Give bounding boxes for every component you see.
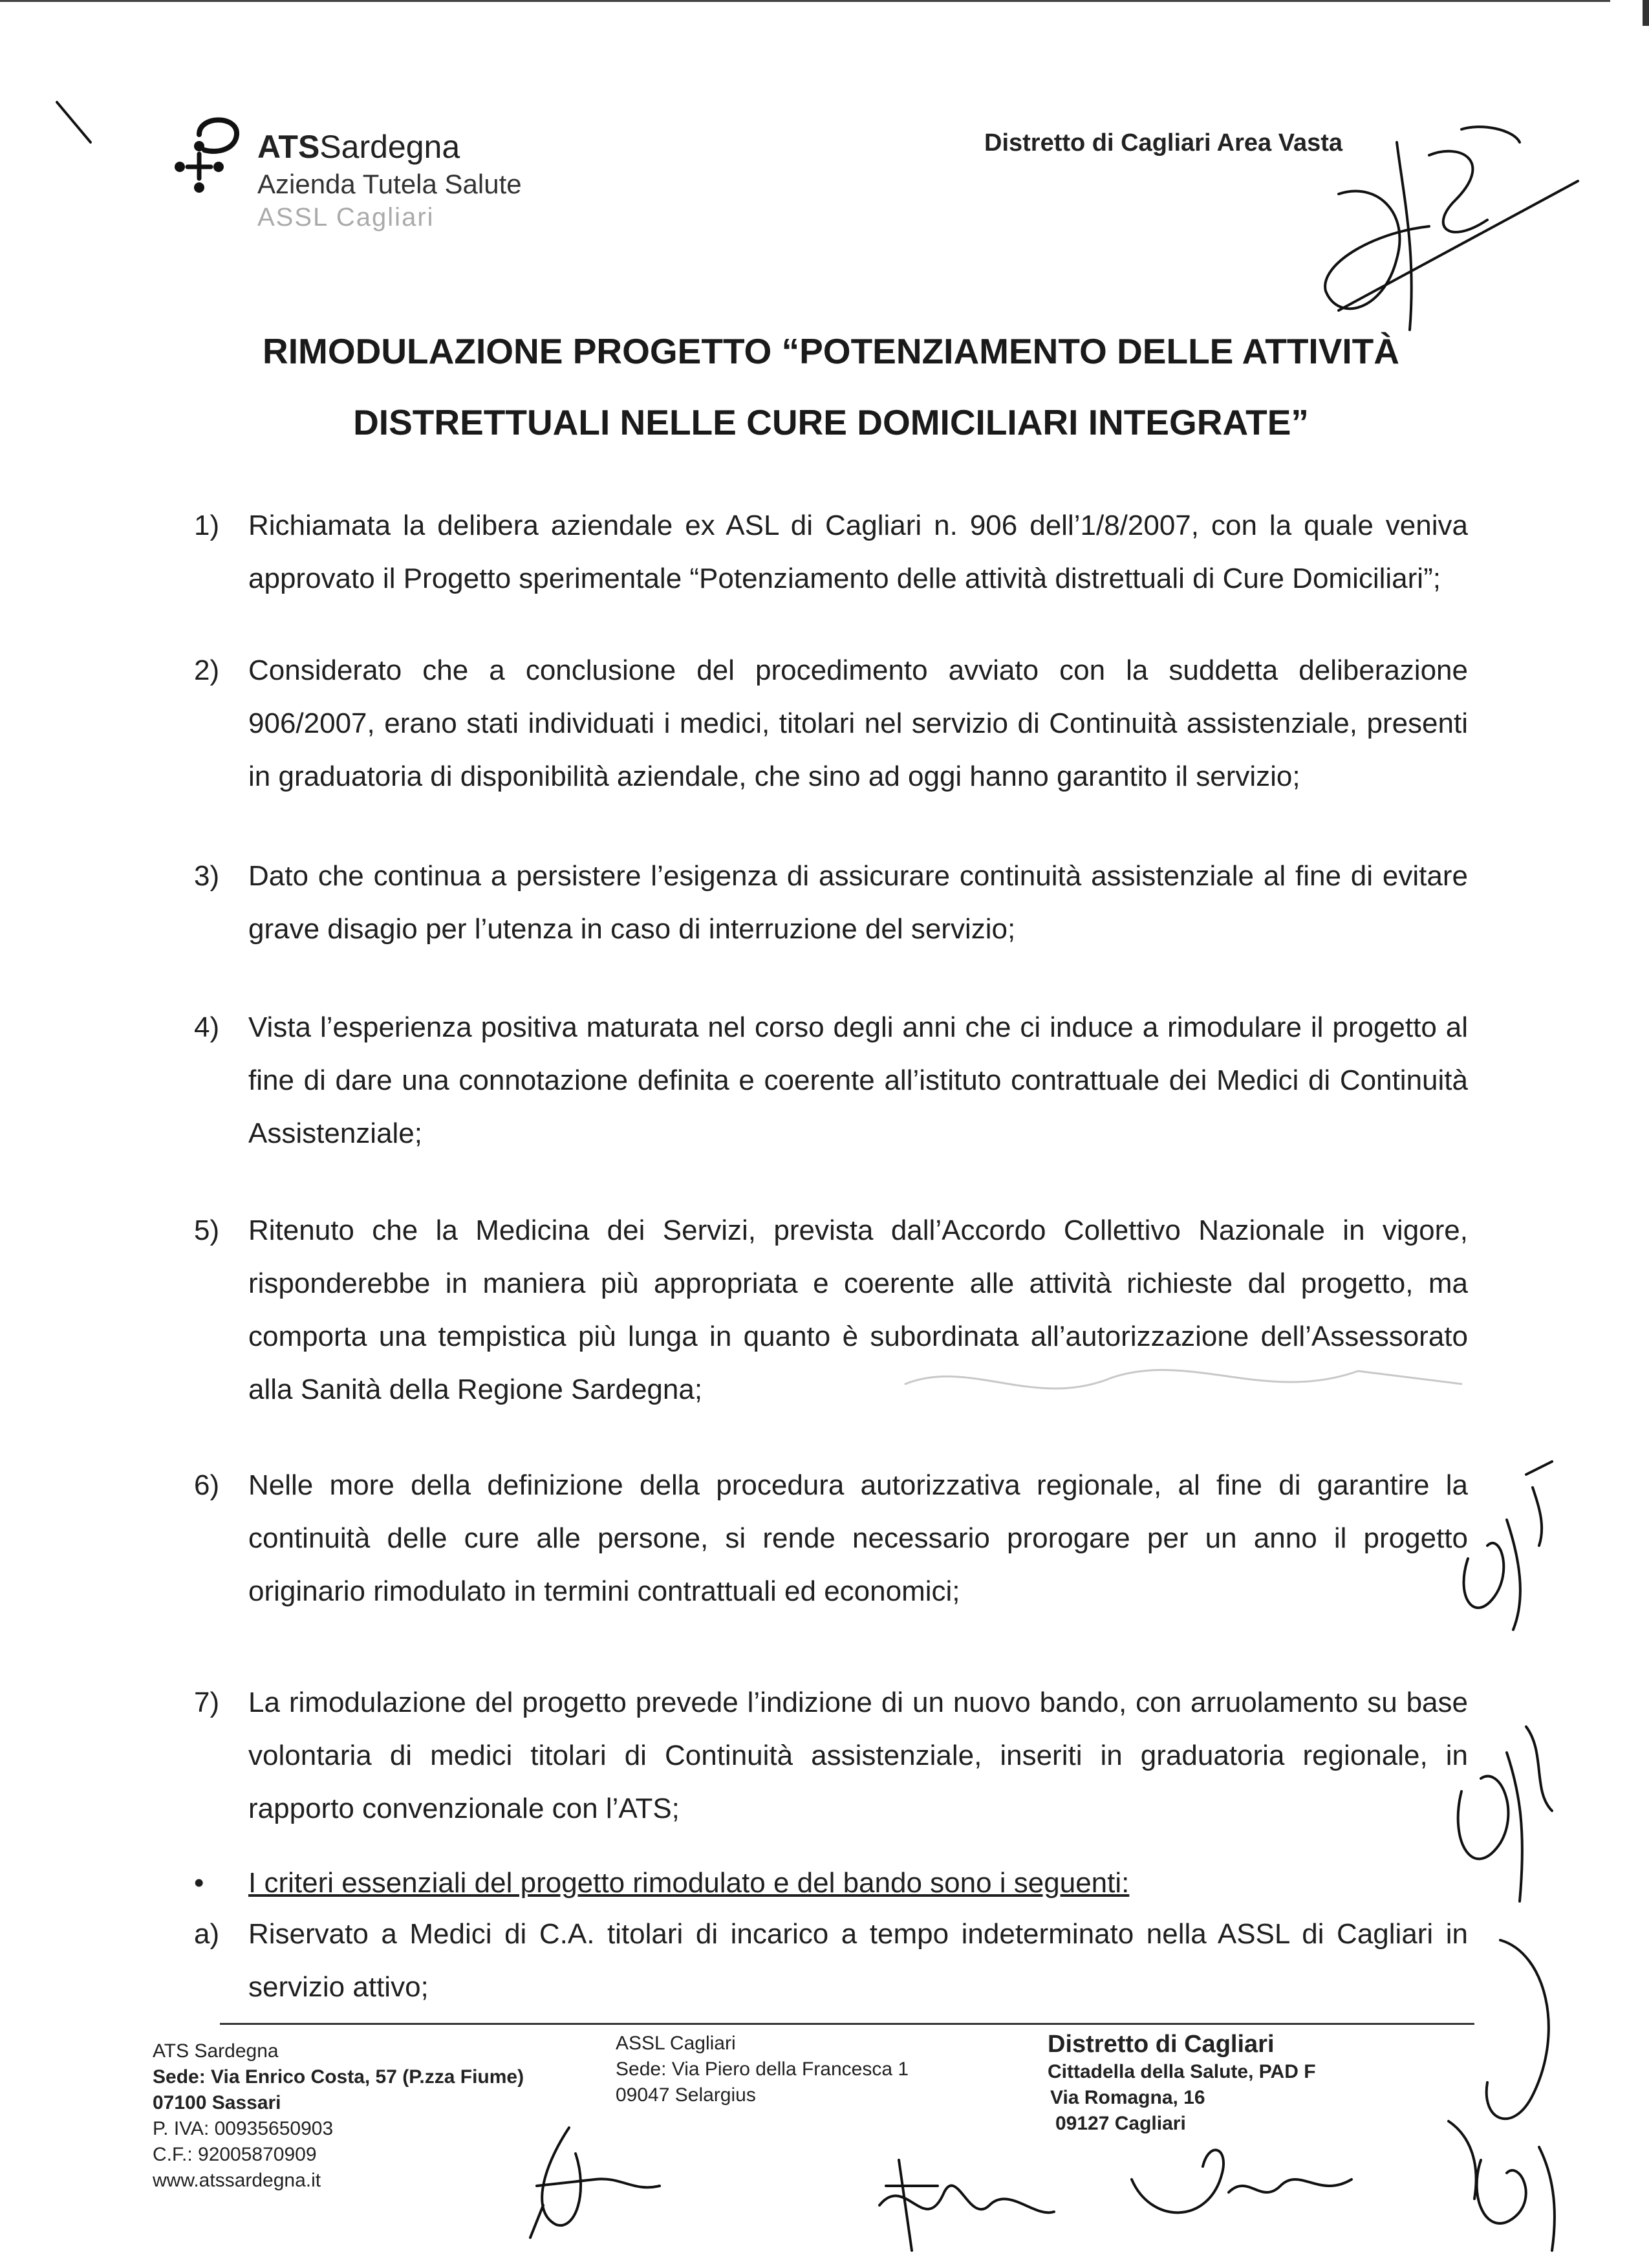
item-number: 4) — [194, 1011, 220, 1043]
footer-ats-piva: P. IVA: 00935650903 — [153, 2118, 334, 2139]
footer-distretto-line2: Via Romagna, 16 — [1050, 2087, 1205, 2108]
title-line-1: RIMODULAZIONE PROGETTO “POTENZIAMENTO DELLE ATTIVITÀ — [263, 331, 1399, 371]
bullet-icon: • — [194, 1867, 204, 1899]
item-number: 6) — [194, 1469, 220, 1501]
document-title — [155, 316, 1507, 458]
scan-top-border — [0, 0, 1610, 2]
footer-distretto-line3: 09127 Cagliari — [1055, 2113, 1186, 2134]
footer-divider — [220, 2023, 1474, 2025]
list-item — [194, 644, 1468, 803]
scan-mark — [52, 97, 103, 149]
list-item — [194, 1001, 1468, 1160]
criteria-list — [194, 1908, 1468, 2014]
district-header: Distretto di Cagliari Area Vasta — [984, 129, 1343, 157]
list-item — [194, 1676, 1468, 1835]
item-text: Considerato che a conclusione del procedimento avviato con la suddetta deliberazione 906/2007, erano stati individuati i medici, titolari nel servizio di Continuità assistenziale, presenti in graduatoria di disponibilità aziendale, che sino ad oggi hanno garantito il servizio; — [248, 654, 1468, 792]
item-text: Vista l’esperienza positiva maturata nel corso degli anni che ci induce a rimodulare il progetto al fine di dare una connotazione definita e coerente all’istituto contrattuale dei Medici di Continuità Assistenziale; — [248, 1011, 1468, 1149]
list-item — [194, 850, 1468, 956]
criteria-heading — [194, 1857, 1129, 1909]
signature-bottom-center — [867, 2147, 1061, 2257]
criteria-item — [194, 1908, 1468, 2014]
footer-ats-cf: C.F.: 92005870909 — [153, 2144, 317, 2165]
footer-ats-sede: Sede: Via Enrico Costa, 57 (P.zza Fiume) — [153, 2066, 524, 2088]
org-subtitle: Azienda Tutela Salute — [257, 168, 522, 199]
title-line-2: DISTRETTUALI NELLE CURE DOMICILIARI INTEGRATE” — [353, 402, 1309, 442]
signature-bottom-left — [517, 2115, 685, 2244]
item-number: 7) — [194, 1687, 220, 1718]
footer-assl-name: ASSL Cagliari — [616, 2033, 736, 2054]
footer-ats-name: ATS Sardegna — [153, 2040, 279, 2062]
footer-ats-cap: 07100 Sassari — [153, 2092, 281, 2113]
item-number: 5) — [194, 1215, 220, 1246]
footer-distretto-line1: Cittadella della Salute, PAD F — [1048, 2061, 1316, 2082]
item-letter: a) — [194, 1918, 220, 1950]
footer-ats-web: www.atssardegna.it — [153, 2170, 321, 2191]
item-text: Richiamata la delibera aziendale ex ASL di Cagliari n. 906 dell’1/8/2007, con la quale veniva approvato il Progetto sperimentale “Potenziamento delle attività distrettuali di Cure Domiciliari”; — [248, 510, 1468, 594]
item-text: La rimodulazione del progetto prevede l’indizione di un nuovo bando, con arruolamento su base volontaria di medici titolari di Continuità assistenziale, inseriti in graduatoria regionale, in rapporto convenzionale con l’ATS; — [248, 1687, 1468, 1824]
list-item — [194, 1459, 1468, 1618]
footer-distretto-name: Distretto di Cagliari — [1048, 2031, 1275, 2058]
item-number: 3) — [194, 860, 220, 892]
list-item — [194, 499, 1468, 605]
org-unit: ASSL Cagliari — [257, 203, 435, 232]
footer-assl — [616, 2031, 909, 2108]
organization-block — [257, 127, 522, 233]
org-name: ATSSardegna — [257, 129, 460, 165]
list-item — [194, 1204, 1468, 1416]
footer-ats — [153, 2038, 524, 2194]
item-text: Dato che continua a persistere l’esigenza di assicurare continuità assistenziale al fine di evitare grave disagio per l’utenza in caso di interruzione del servizio; — [248, 860, 1468, 945]
item-text: Ritenuto che la Medicina dei Servizi, prevista dall’Accordo Collettivo Nazionale in vigore, risponderebbe in maniera più appropriata e coerente alle attività richieste dal progetto, ma comporta una tempistica più lunga in quanto è subordinata all’autorizzazione dell’Assessorato alla Sanità della Regione Sardegna; — [248, 1215, 1468, 1405]
ats-logo-icon — [154, 109, 257, 206]
item-text: Riservato a Medici di C.A. titolari di incarico a tempo indeterminato nella ASSL di Cagliari in servizio attivo; — [248, 1918, 1468, 2003]
signature-bottom-distretto — [1125, 2128, 1358, 2231]
item-number: 2) — [194, 654, 220, 686]
scan-edge-mark — [1643, 0, 1649, 26]
item-text: Nelle more della definizione della procedura autorizzativa regionale, al fine di garantire la continuità delle cure alle persone, si rende necessario prorogare per un anno il progetto originario rimodulato in termini contrattuali ed economici; — [248, 1469, 1468, 1607]
criteria-heading-text: I criteri essenziali del progetto rimodulato e del bando sono i seguenti: — [248, 1867, 1130, 1899]
numbered-list — [194, 499, 1468, 1835]
item-number: 1) — [194, 510, 220, 541]
footer-assl-sede: Sede: Via Piero della Francesca 1 — [616, 2058, 909, 2080]
footer-distretto — [1048, 2029, 1316, 2137]
footer-assl-cap: 09047 Selargius — [616, 2084, 756, 2106]
